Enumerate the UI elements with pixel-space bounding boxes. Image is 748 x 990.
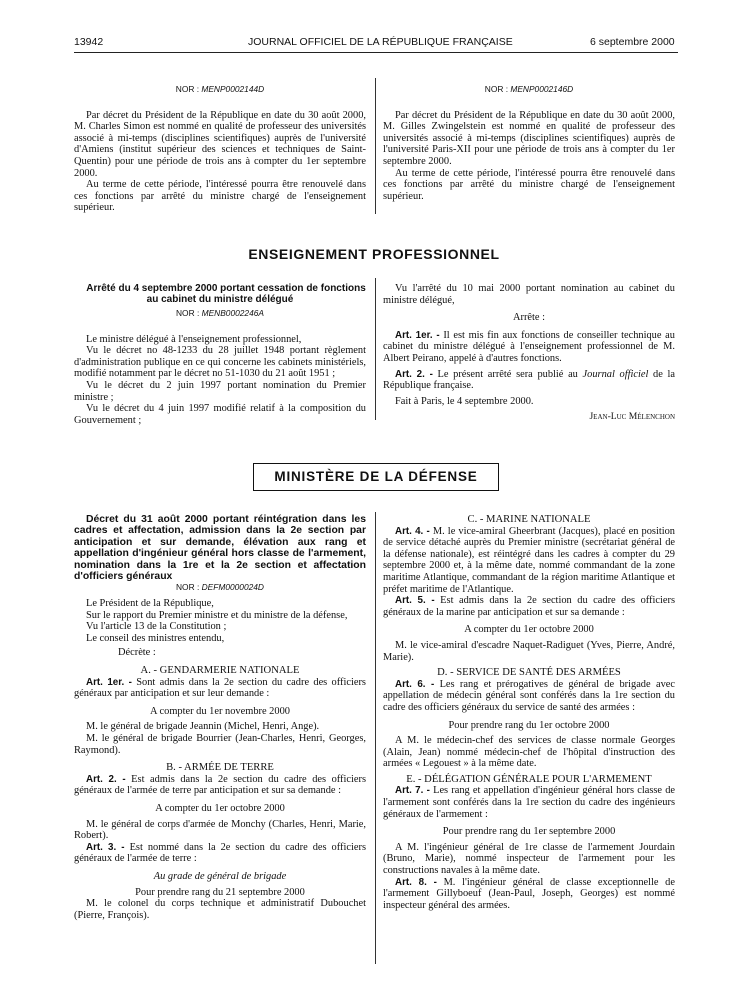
visa-paragraph: Le Président de la République, <box>86 598 214 610</box>
article-paragraph: Art. 2. - Est admis dans la 2e section du cadre des officiers généraux de l'armée de terre par anticipation et sur sa demande : <box>74 773 367 797</box>
decrete-label: Décrète : <box>118 647 156 659</box>
subsection-title: B. - ARMÉE DE TERRE <box>166 762 274 774</box>
subsection-title: C. - MARINE NATIONALE <box>467 514 591 525</box>
section-title: ENSEIGNEMENT PROFESSIONNEL <box>248 246 500 262</box>
nor-reference: NOR : DEFM0000024D <box>176 582 264 593</box>
article-paragraph: Art. 5. - Est admis dans la 2e section du cadre des officiers généraux de la marine par anticipation et sur sa demande : <box>383 595 676 618</box>
section2-left-column <box>74 514 366 921</box>
visa-paragraph: Vu l'arrêté du 10 mai 2000 portant nomination au cabinet du ministre délégué, <box>383 283 675 306</box>
nomination-paragraph: M. le général de corps d'armée de Monchy (Charles, Henri, Marie, Robert). <box>74 818 366 842</box>
header-rule <box>74 52 678 53</box>
top-left-column <box>74 84 366 214</box>
visa-paragraph: Vu le décret du 4 juin 1997 modifié relatif à la composition du Gouvernement ; <box>74 403 366 426</box>
article-paragraph: Art. 7. - Les rang et appellation d'ingénieur général hors classe de l'armement sont conférés dans la 1re section du cadre des ingénieurs généraux de l'armement : <box>383 785 675 820</box>
nor-reference: NOR : MENB0002246A <box>176 308 264 318</box>
top-right-column <box>383 84 675 202</box>
section1-left-column <box>74 283 366 426</box>
date-line: Pour prendre rang du 1er octobre 2000 <box>448 719 610 731</box>
nomination-paragraph: A M. l'ingénieur général de 1re classe de l'armement Jourdain (Bruno, Marie), nommé inspecteur de l'armement pour les constructions navales à la même date. <box>383 841 675 877</box>
date-line: A compter du 1er octobre 2000 <box>155 802 285 814</box>
column-divider <box>375 78 376 214</box>
visa-paragraph: Vu le décret du 2 juin 1997 portant nomination du Premier ministre ; <box>74 379 366 403</box>
decree-paragraph: Au terme de cette période, l'intéressé pourra être renouvelé dans ces fonctions par arrêté du ministre chargé de l'enseignement supérieur. <box>74 179 366 214</box>
nomination-paragraph: M. le colonel du corps technique et administratif Dubouchet (Pierre, François). <box>74 898 366 921</box>
decree-paragraph: Au terme de cette période, l'intéressé pourra être renouvelé dans ces fonctions par arrêté du ministre chargé de l'enseignement supérieur. <box>383 167 675 202</box>
arrete-title: Arrêté du 4 septembre 2000 portant cessation de fonctions au cabinet du ministre délégué <box>86 283 366 305</box>
article-paragraph: Art. 4. - M. le vice-amiral Gheerbrant (Jacques), placé en position de service détaché auprès du Premier ministre (secrétariat général de la défense nationale), est réintégré dans les cadres à compter du 29 septembre 2000 et, à la même date, nommé commandant de la zone maritime Atlantique, commandant de la région maritime Atlantique et préfet maritime de l'Atlantique. <box>383 525 675 595</box>
article-paragraph: Art. 8. - M. l'ingénieur général de classe exceptionnelle de l'armement Gillyboeuf (Jean-Paul, Joseph, Georges) est nommé inspecteur général des armées. <box>383 876 675 911</box>
date-line: A compter du 1er novembre 2000 <box>150 705 290 717</box>
subsection-title: D. - SERVICE DE SANTÉ DES ARMÉES <box>437 667 621 679</box>
nor-reference: NOR : MENP0002144D <box>175 84 265 94</box>
article-paragraph: Art. 2. - Le présent arrêté sera publié au Journal officiel de la République française. <box>383 368 675 392</box>
article-paragraph: Art. 3. - Est nommé dans la 2e section du cadre des officiers généraux de l'armée de terre : <box>74 841 366 865</box>
subsection-title: E. - DÉLÉGATION GÉNÉRALE POUR L'ARMEMENT <box>406 773 652 785</box>
journal-title: JOURNAL OFFICIEL DE LA RÉPUBLIQUE FRANÇAISE <box>248 36 513 48</box>
fait-a-paris: Fait à Paris, le 4 septembre 2000. <box>395 395 534 407</box>
ministry-title-box: MINISTÈRE DE LA DÉFENSE <box>253 463 499 491</box>
section2-right-column <box>383 514 675 911</box>
arrete-label: Arrête : <box>512 312 546 324</box>
subsection-title: A. - GENDARMERIE NATIONALE <box>140 665 300 676</box>
column-divider <box>375 278 376 420</box>
grade-line: Au grade de général de brigade <box>153 870 287 882</box>
nomination-paragraph: M. le général de brigade Jeannin (Michel, Henri, Ange). <box>86 721 320 733</box>
nomination-paragraph: M. le vice-amiral d'escadre Naquet-Radiguet (Yves, Pierre, André, Marie). <box>383 639 675 663</box>
section1-right-column <box>383 283 675 423</box>
decret-title: Décret du 31 août 2000 portant réintégration dans les cadres et affectation, admission dans la 2e section par anticipation et sur demande, élévation aux rang et appellation d'ingénieur général hors classe de l'armement, nomination dans la 1re et la 2e section et affectation d'officiers généraux <box>74 514 366 583</box>
date-line: Pour prendre rang du 1er septembre 2000 <box>442 826 616 838</box>
nomination-paragraph: A M. le médecin-chef des services de classe normale Georges (Alain, Jean) nommé médecin-chef de l'hôpital d'instruction des armées « Legouest » à la même date. <box>383 735 675 770</box>
article-paragraph: Art. 6. - Les rang et prérogatives de général de brigade avec appellation de médecin général sont conférés dans la 1re section du cadre des officiers généraux du service de santé des armées : <box>383 678 675 713</box>
visa-paragraph: Le ministre délégué à l'enseignement professionnel, <box>86 333 302 345</box>
date-line: A compter du 1er octobre 2000 <box>464 624 594 636</box>
visa-paragraph: Vu le décret no 48-1233 du 28 juillet 1948 portant règlement d'administration publique en ce qui concerne les cabinets ministériels, modifié notamment par le décret no 51-1030 du 21 août 1951 ; <box>74 345 366 380</box>
publication-date: 6 septembre 2000 <box>590 36 675 48</box>
article-paragraph: Art. 1er. - Sont admis dans la 2e section du cadre des officiers généraux par anticipation et sur leur demande : <box>74 676 366 700</box>
column-divider <box>375 512 376 964</box>
nomination-paragraph: M. le général de brigade Bourrier (Jean-Charles, Henri, Georges, Raymond). <box>74 732 366 756</box>
visa-paragraph: Sur le rapport du Premier ministre et du ministre de la défense, <box>86 609 348 621</box>
nor-reference: NOR : MENP0002146D <box>484 84 574 94</box>
visa-paragraph: Le conseil des ministres entendu, <box>86 632 225 644</box>
decree-paragraph: Par décret du Président de la République en date du 30 août 2000, M. Charles Simon est nommé en qualité de professeur des universités associé à mi-temps (disciplines scientifiques) auprès de l'université d'Amiens (institut supérieur des sciences et techniques de Saint-Quentin) pour une période de trois ans à compter du 1er septembre 2000. <box>74 109 366 179</box>
visa-paragraph: Vu l'article 13 de la Constitution ; <box>86 621 227 633</box>
decree-paragraph: Par décret du Président de la République en date du 30 août 2000, M. Gilles Zwingelstein est nommé en qualité de professeur des universités associé à mi-temps (disciplines scientifiques) auprès de l'université Paris-XII pour une période de trois ans à compter du 1er septembre 2000. <box>383 109 675 167</box>
page-number: 13942 <box>74 36 104 48</box>
article-paragraph: Art. 1er. - Il est mis fin aux fonctions de conseiller technique au cabinet du ministre délégué à l'enseignement professionnel de M. Albert Peirano, appelé à d'autres fonctions. <box>383 329 675 364</box>
signature: Jean-Luc Mélenchon <box>589 411 675 423</box>
date-line: Pour prendre rang du 21 septembre 2000 <box>135 886 305 898</box>
